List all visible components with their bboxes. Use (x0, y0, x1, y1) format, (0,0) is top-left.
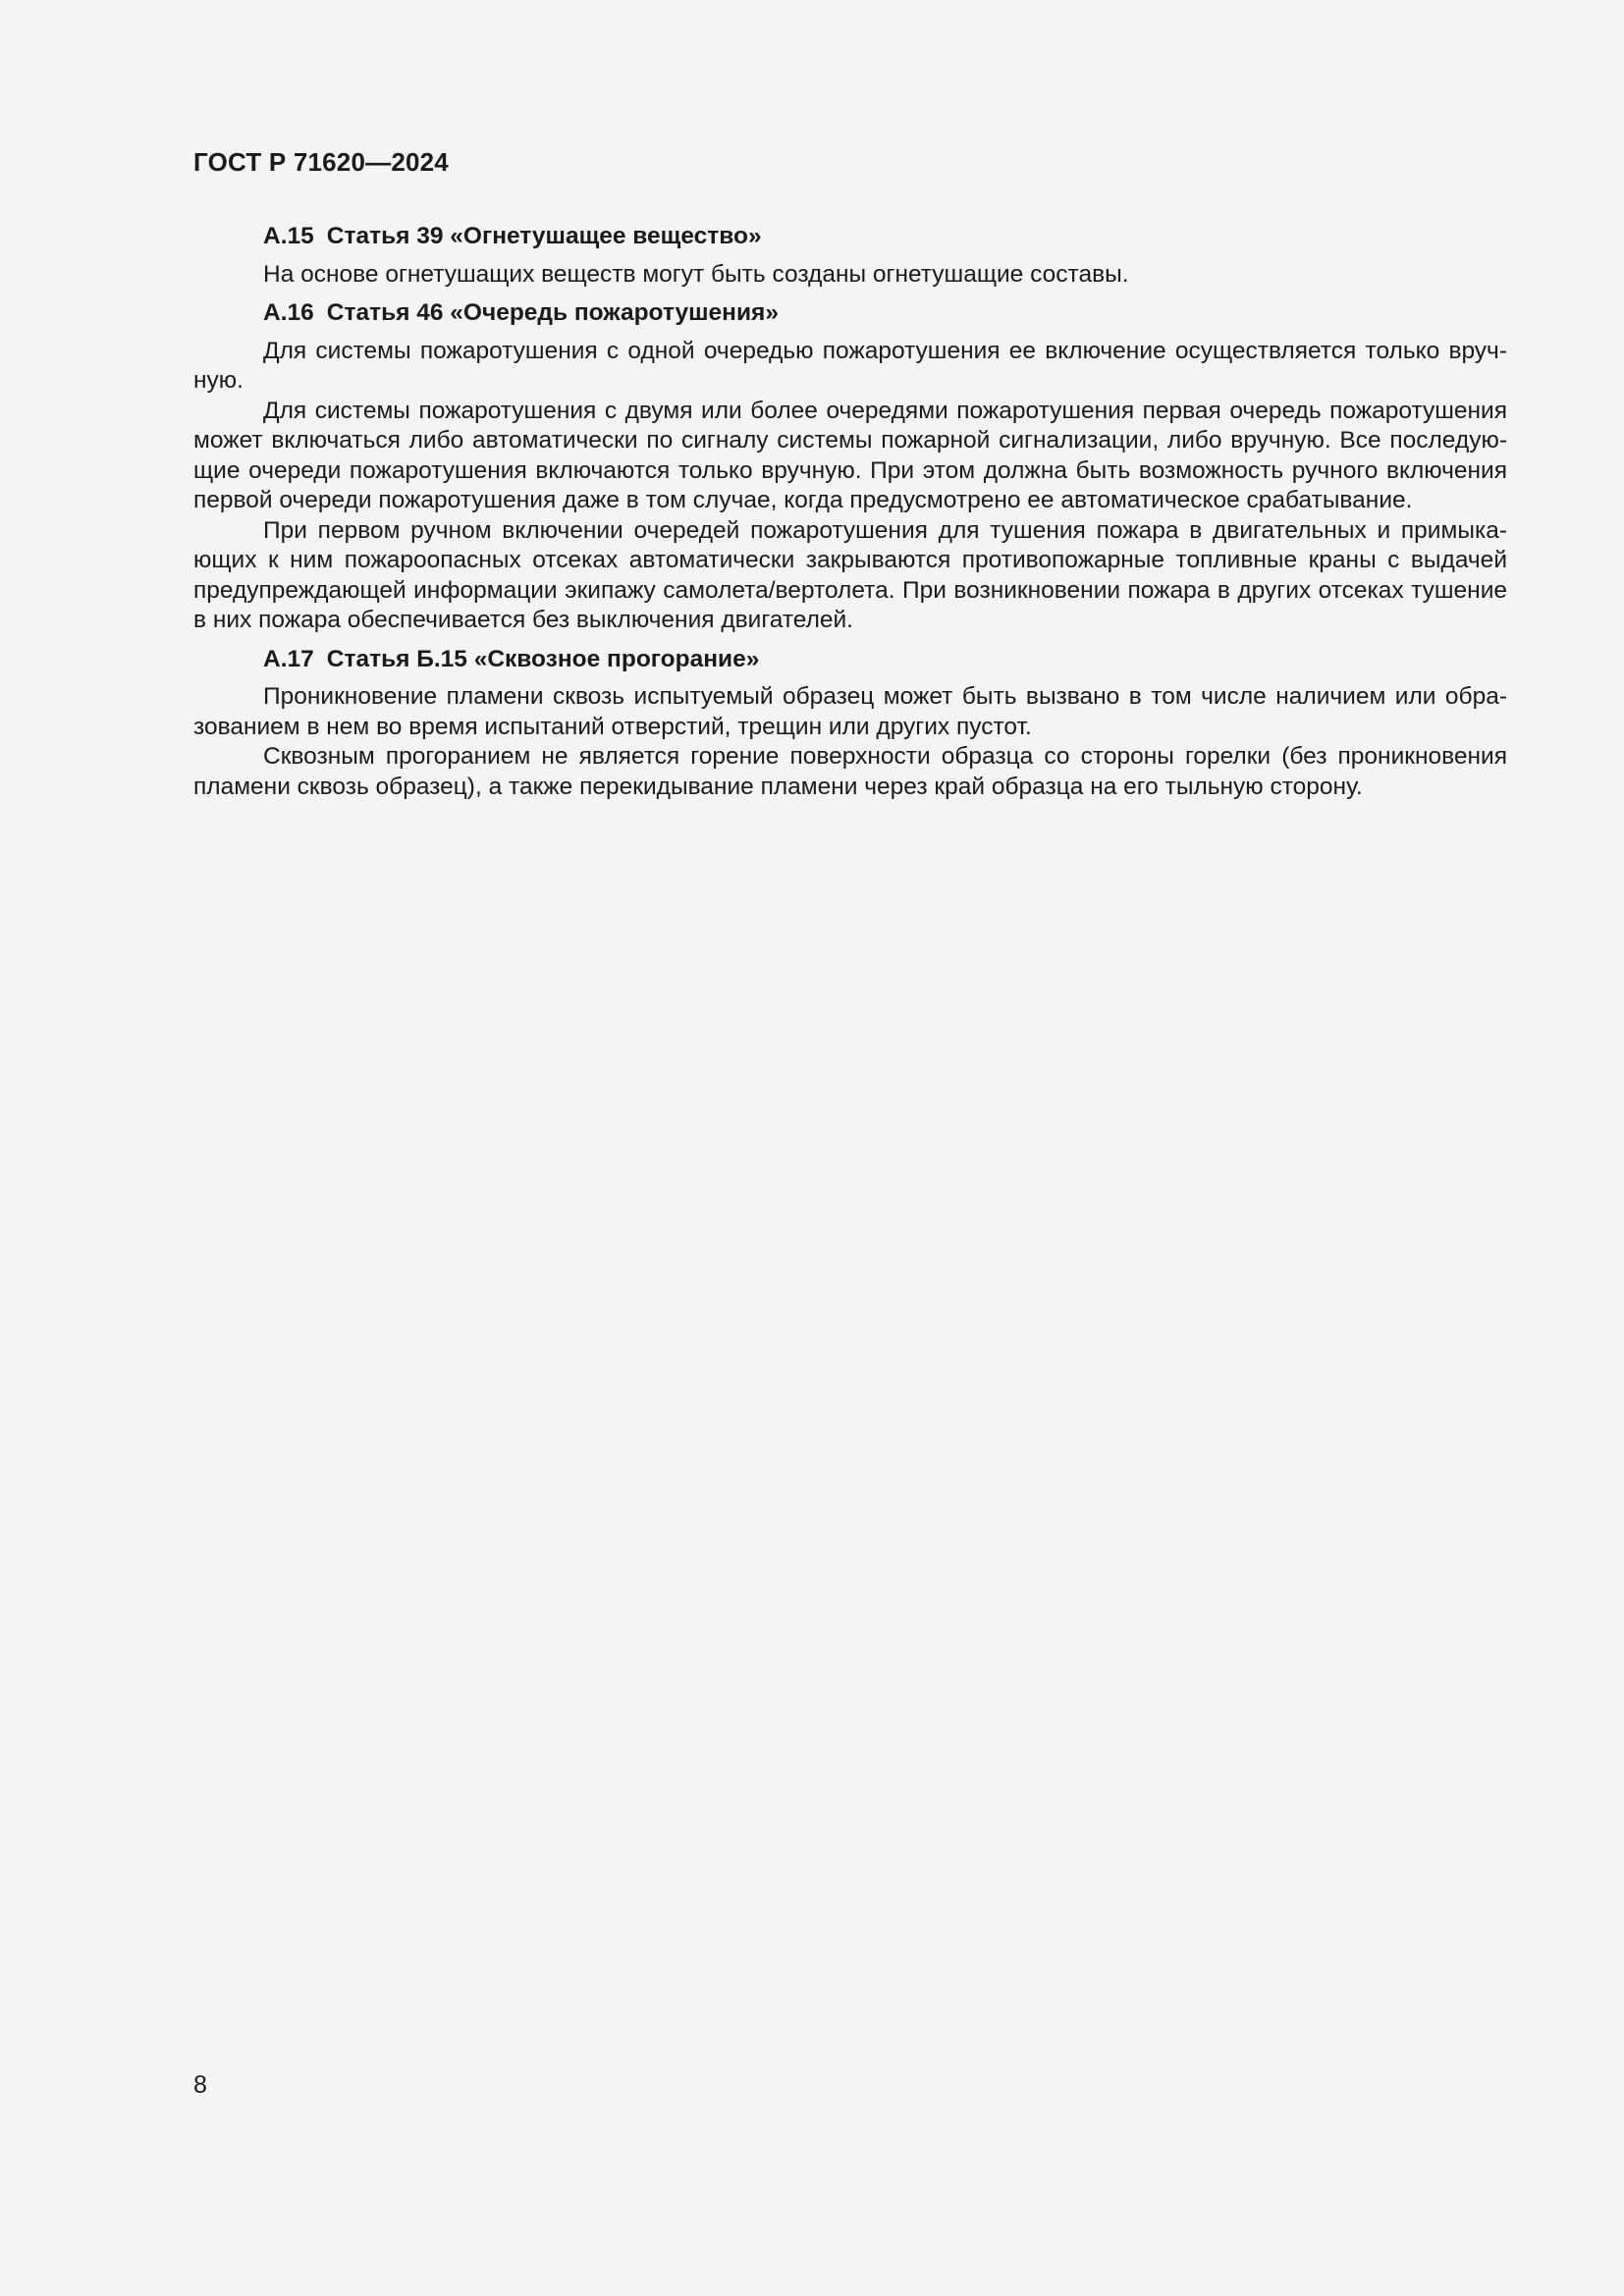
paragraph: Проникновение пламени сквозь испытуемый образец может быть вызвано в том числе наличием или образованием в нем во время испытаний отверстий, трещин или других пустот. (193, 683, 1507, 740)
paragraph: На основе огнетушащих веществ могут быть созданы огнетушащие составы. (263, 260, 1129, 288)
section-title (193, 222, 1507, 252)
document-body (193, 222, 1507, 811)
section-a15 (193, 222, 1507, 290)
section-heading: Статья 46 «Очередь пожаротушения» (326, 299, 779, 326)
section-number: А.16 (263, 299, 314, 326)
section-number: А.15 (263, 223, 314, 249)
section-a17 (193, 645, 1507, 803)
paragraph: При первом ручном включении очередей пожаротушения для тушения пожара в двигательных и примыкающих к ним пожароопасных отсеках автоматически закрываются противопожарные топливные краны с выдачей предупреждающей информации экипажу самолета/вертолета. При возникновении пожара в других отсеках тушение в них пожара обеспечивается без выключения двигателей. (193, 516, 1507, 633)
section-a16 (193, 298, 1507, 636)
section-number: А.17 (263, 645, 314, 672)
document-header: ГОСТ Р 71620—2024 (193, 147, 449, 177)
paragraph: Для системы пожаротушения с одной очередью пожаротушения ее включение осуществляется только вручную. (193, 337, 1507, 394)
section-title (193, 645, 1507, 675)
section-heading: Статья 39 «Огнетушащее вещество» (326, 223, 762, 249)
paragraph: Сквозным прогоранием не является горение поверхности образца со стороны горелки (без проникновения пламени сквозь образец), а также перекидывание пламени через край образца на его тыльную сторону. (193, 743, 1507, 800)
section-title (193, 298, 1507, 329)
page-number: 8 (193, 2071, 207, 2099)
paragraph: Для системы пожаротушения с двумя или более очередями пожаротушения первая очередь пожаротушения может включаться либо автоматически по сигналу системы пожарной сигнализации, либо вручную. Все последующие очереди пожаротушения включаются только вручную. При этом должна быть возможность ручного включения первой очереди пожаротушения даже в том случае, когда предусмотрено ее автоматическое срабатывание. (193, 397, 1507, 513)
section-heading: Статья Б.15 «Сквозное прогорание» (326, 645, 760, 672)
